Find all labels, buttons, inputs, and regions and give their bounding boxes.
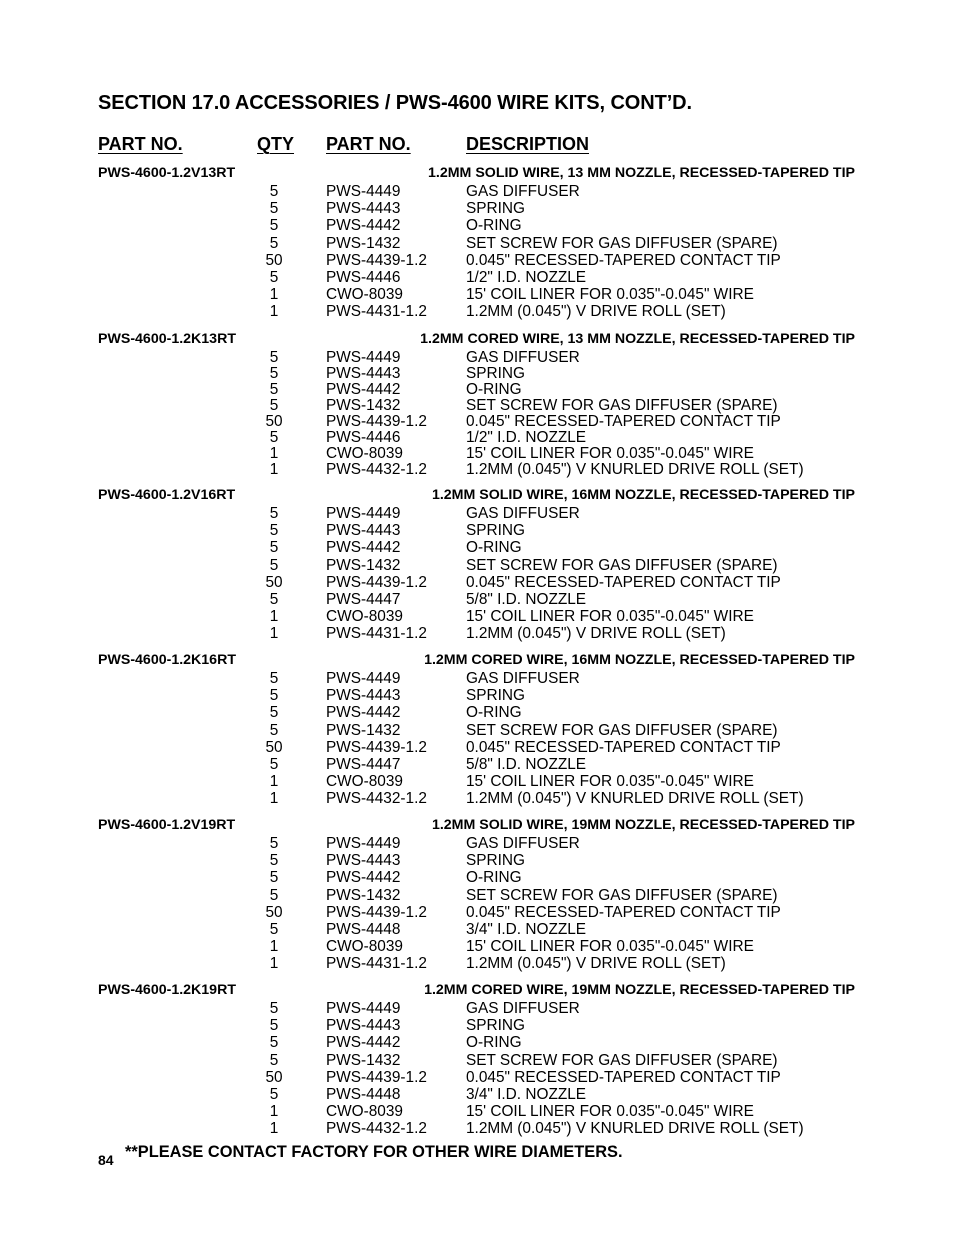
column-header-part-no-2: PART NO. <box>326 134 411 154</box>
item-description: 15' COIL LINER FOR 0.035"-0.045" WIRE <box>466 773 754 791</box>
item-description: O-RING <box>466 1034 522 1052</box>
item-description: 1.2MM (0.045") V KNURLED DRIVE ROLL (SET) <box>466 790 804 808</box>
table-row <box>0 429 954 446</box>
table-row <box>0 955 954 972</box>
table-row <box>0 200 954 217</box>
item-part-number: PWS-4431-1.2 <box>326 955 427 973</box>
item-qty: 5 <box>269 1051 279 1069</box>
item-part-number: PWS-4442 <box>326 869 401 887</box>
column-header-part-no: PART NO. <box>98 134 183 154</box>
kit-title: 1.2MM SOLID WIRE, 16MM NOZZLE, RECESSED-TAPERED TIP <box>431 487 855 503</box>
item-description: SPRING <box>466 687 526 705</box>
kit-header <box>0 165 954 183</box>
table-row <box>0 461 954 478</box>
item-qty: 5 <box>269 721 279 739</box>
kit-title: 1.2MM SOLID WIRE, 19MM NOZZLE, RECESSED-TAPERED TIP <box>431 817 855 833</box>
table-row <box>0 869 954 886</box>
kit-part-number: PWS-4600-1.2V16RT <box>98 487 236 503</box>
item-description: 3/4" I.D. NOZZLE <box>466 921 587 938</box>
table-row <box>0 413 954 430</box>
item-description: 0.045" RECESSED-TAPERED CONTACT TIP <box>466 251 781 269</box>
table-row <box>0 365 954 382</box>
item-part-number: PWS-4446 <box>326 429 401 446</box>
item-part-number: PWS-4446 <box>326 269 401 286</box>
item-part-number: PWS-4443 <box>326 365 401 382</box>
item-qty: 5 <box>269 539 279 557</box>
item-description: SET SCREW FOR GAS DIFFUSER (SPARE) <box>466 556 778 574</box>
item-part-number: PWS-4443 <box>326 200 401 218</box>
item-qty: 1 <box>269 461 279 478</box>
item-part-number: PWS-4432-1.2 <box>326 1120 427 1138</box>
table-row <box>0 574 954 591</box>
table-row <box>0 505 954 522</box>
item-description: 5/8" I.D. NOZZLE <box>466 756 587 773</box>
item-part-number: PWS-4439-1.2 <box>326 903 427 921</box>
item-part-number: PWS-1432 <box>326 234 401 252</box>
kit-part-number: PWS-4600-1.2K13RT <box>98 331 236 347</box>
table-row <box>0 445 954 462</box>
item-part-number: PWS-1432 <box>326 397 401 414</box>
item-qty: 5 <box>269 365 279 382</box>
table-row <box>0 887 954 904</box>
item-part-number: PWS-4431-1.2 <box>326 625 427 643</box>
table-row <box>0 852 954 869</box>
item-description: SPRING <box>466 365 526 382</box>
item-description: 1.2MM (0.045") V DRIVE ROLL (SET) <box>466 625 726 643</box>
item-part-number: PWS-4442 <box>326 217 401 235</box>
item-qty: 1 <box>269 773 279 791</box>
item-description: GAS DIFFUSER <box>466 670 580 687</box>
kit-header <box>0 487 954 505</box>
item-qty: 5 <box>269 756 279 773</box>
kit-part-number: PWS-4600-1.2K16RT <box>98 652 236 668</box>
item-part-number: PWS-4449 <box>326 835 401 852</box>
item-qty: 5 <box>269 921 279 938</box>
item-qty: 1 <box>269 1103 279 1121</box>
table-row <box>0 557 954 574</box>
item-part-number: PWS-1432 <box>326 1051 401 1069</box>
item-part-number: PWS-1432 <box>326 721 401 739</box>
table-row <box>0 522 954 539</box>
table-row <box>0 722 954 739</box>
item-description: SPRING <box>466 852 526 870</box>
item-qty: 1 <box>269 303 279 321</box>
item-qty: 5 <box>269 1086 279 1103</box>
item-description: 15' COIL LINER FOR 0.035"-0.045" WIRE <box>466 445 754 462</box>
item-part-number: PWS-4448 <box>326 1086 401 1103</box>
column-header-qty: QTY <box>257 134 295 154</box>
table-row <box>0 286 954 303</box>
item-part-number: PWS-4432-1.2 <box>326 790 427 808</box>
item-qty: 5 <box>269 234 279 252</box>
kit-title: 1.2MM CORED WIRE, 19MM NOZZLE, RECESSED-TAPERED TIP <box>424 982 855 998</box>
item-description: GAS DIFFUSER <box>466 835 580 852</box>
item-part-number: PWS-4449 <box>326 670 401 687</box>
item-qty: 5 <box>269 397 279 414</box>
item-part-number: CWO-8039 <box>326 773 403 791</box>
table-row <box>0 608 954 625</box>
table-row <box>0 397 954 414</box>
kit-title: 1.2MM CORED WIRE, 13 MM NOZZLE, RECESSED-TAPERED TIP <box>420 331 855 347</box>
table-row <box>0 269 954 286</box>
column-header-description: DESCRIPTION <box>466 134 590 154</box>
table-row <box>0 217 954 234</box>
item-description: SET SCREW FOR GAS DIFFUSER (SPARE) <box>466 721 778 739</box>
item-qty: 5 <box>269 1034 279 1052</box>
item-part-number: PWS-4448 <box>326 921 401 938</box>
item-description: GAS DIFFUSER <box>466 183 580 200</box>
item-qty: 5 <box>269 269 279 286</box>
table-row <box>0 1069 954 1086</box>
item-part-number: CWO-8039 <box>326 1103 403 1121</box>
item-description: 1.2MM (0.045") V DRIVE ROLL (SET) <box>466 303 726 321</box>
item-description: SPRING <box>466 522 526 540</box>
item-qty: 1 <box>269 790 279 808</box>
item-qty: 5 <box>269 1017 279 1035</box>
item-description: 1.2MM (0.045") V DRIVE ROLL (SET) <box>466 955 726 973</box>
item-part-number: PWS-4442 <box>326 381 401 398</box>
item-description: 15' COIL LINER FOR 0.035"-0.045" WIRE <box>466 286 754 304</box>
item-qty: 5 <box>269 200 279 218</box>
item-qty: 1 <box>269 955 279 973</box>
item-qty: 5 <box>269 591 279 608</box>
item-description: GAS DIFFUSER <box>466 505 580 522</box>
table-row <box>0 1052 954 1069</box>
item-description: 3/4" I.D. NOZZLE <box>466 1086 587 1103</box>
table-row <box>0 1086 954 1103</box>
item-part-number: PWS-4443 <box>326 1017 401 1035</box>
table-row <box>0 252 954 269</box>
item-description: O-RING <box>466 869 522 887</box>
item-qty: 5 <box>269 704 279 722</box>
kit-header <box>0 331 954 349</box>
item-qty: 50 <box>265 573 283 591</box>
table-row <box>0 670 954 687</box>
item-description: O-RING <box>466 539 522 557</box>
item-description: GAS DIFFUSER <box>466 349 580 366</box>
item-qty: 5 <box>269 505 279 522</box>
item-description: GAS DIFFUSER <box>466 1000 580 1017</box>
kit-header <box>0 652 954 670</box>
item-part-number: PWS-4449 <box>326 505 401 522</box>
item-description: 15' COIL LINER FOR 0.035"-0.045" WIRE <box>466 608 754 626</box>
item-part-number: PWS-4439-1.2 <box>326 413 427 430</box>
table-row <box>0 381 954 398</box>
item-description: 1/2" I.D. NOZZLE <box>466 269 587 286</box>
item-qty: 1 <box>269 625 279 643</box>
item-part-number: PWS-4439-1.2 <box>326 573 427 591</box>
item-description: SET SCREW FOR GAS DIFFUSER (SPARE) <box>466 397 778 414</box>
kit-header <box>0 982 954 1000</box>
table-row <box>0 591 954 608</box>
item-part-number: PWS-4442 <box>326 539 401 557</box>
table-row <box>0 704 954 721</box>
item-description: O-RING <box>466 217 522 235</box>
item-part-number: PWS-4447 <box>326 756 401 773</box>
item-description: 15' COIL LINER FOR 0.035"-0.045" WIRE <box>466 938 754 956</box>
item-qty: 1 <box>269 286 279 304</box>
item-part-number: PWS-4447 <box>326 591 401 608</box>
item-part-number: CWO-8039 <box>326 445 403 462</box>
table-row <box>0 739 954 756</box>
table-row <box>0 235 954 252</box>
item-qty: 50 <box>265 251 283 269</box>
item-qty: 5 <box>269 670 279 687</box>
table-row <box>0 303 954 320</box>
item-part-number: PWS-1432 <box>326 886 401 904</box>
kit-part-number: PWS-4600-1.2V19RT <box>98 817 236 833</box>
item-qty: 5 <box>269 556 279 574</box>
item-qty: 5 <box>269 1000 279 1017</box>
table-row <box>0 687 954 704</box>
item-part-number: PWS-4443 <box>326 522 401 540</box>
item-part-number: CWO-8039 <box>326 938 403 956</box>
item-qty: 5 <box>269 687 279 705</box>
table-row <box>0 625 954 642</box>
item-part-number: PWS-4443 <box>326 687 401 705</box>
table-row <box>0 904 954 921</box>
item-part-number: PWS-4449 <box>326 1000 401 1017</box>
item-part-number: PWS-4431-1.2 <box>326 303 427 321</box>
table-row <box>0 1034 954 1051</box>
item-qty: 1 <box>269 938 279 956</box>
table-row <box>0 539 954 556</box>
item-qty: 1 <box>269 608 279 626</box>
table-row <box>0 1000 954 1017</box>
item-description: 1.2MM (0.045") V KNURLED DRIVE ROLL (SET) <box>466 461 804 478</box>
item-qty: 5 <box>269 852 279 870</box>
item-qty: 5 <box>269 381 279 398</box>
item-part-number: PWS-4443 <box>326 852 401 870</box>
table-row <box>0 790 954 807</box>
item-qty: 5 <box>269 886 279 904</box>
table-row <box>0 773 954 790</box>
kit-part-number: PWS-4600-1.2V13RT <box>98 165 236 181</box>
item-qty: 1 <box>269 445 279 462</box>
item-description: SPRING <box>466 200 526 218</box>
item-part-number: PWS-4449 <box>326 183 401 200</box>
item-description: O-RING <box>466 381 522 398</box>
item-description: O-RING <box>466 704 522 722</box>
table-row <box>0 921 954 938</box>
item-description: 1.2MM (0.045") V KNURLED DRIVE ROLL (SET) <box>466 1120 804 1138</box>
table-row <box>0 1017 954 1034</box>
table-row <box>0 1120 954 1137</box>
item-part-number: PWS-4432-1.2 <box>326 461 427 478</box>
item-qty: 50 <box>265 738 283 756</box>
item-description: 15' COIL LINER FOR 0.035"-0.045" WIRE <box>466 1103 754 1121</box>
item-description: 0.045" RECESSED-TAPERED CONTACT TIP <box>466 903 781 921</box>
item-part-number: PWS-1432 <box>326 556 401 574</box>
kit-header <box>0 817 954 835</box>
table-row <box>0 183 954 200</box>
item-part-number: PWS-4442 <box>326 1034 401 1052</box>
page-number: 84 <box>98 1152 114 1168</box>
item-part-number: PWS-4449 <box>326 349 401 366</box>
kit-title: 1.2MM CORED WIRE, 16MM NOZZLE, RECESSED-TAPERED TIP <box>424 652 855 668</box>
item-part-number: CWO-8039 <box>326 286 403 304</box>
item-qty: 5 <box>269 869 279 887</box>
item-description: SPRING <box>466 1017 526 1035</box>
kit-part-number: PWS-4600-1.2K19RT <box>98 982 236 998</box>
table-row <box>0 756 954 773</box>
item-description: 0.045" RECESSED-TAPERED CONTACT TIP <box>466 413 781 430</box>
item-qty: 5 <box>269 522 279 540</box>
item-part-number: PWS-4439-1.2 <box>326 251 427 269</box>
item-description: 0.045" RECESSED-TAPERED CONTACT TIP <box>466 1068 781 1086</box>
item-part-number: PWS-4439-1.2 <box>326 738 427 756</box>
item-qty: 50 <box>265 903 283 921</box>
item-qty: 5 <box>269 349 279 366</box>
item-description: 1/2" I.D. NOZZLE <box>466 429 587 446</box>
item-part-number: PWS-4439-1.2 <box>326 1068 427 1086</box>
item-description: SET SCREW FOR GAS DIFFUSER (SPARE) <box>466 886 778 904</box>
item-qty: 5 <box>269 183 279 200</box>
table-row <box>0 349 954 366</box>
table-row <box>0 1103 954 1120</box>
item-part-number: PWS-4442 <box>326 704 401 722</box>
item-part-number: CWO-8039 <box>326 608 403 626</box>
item-qty: 5 <box>269 217 279 235</box>
item-qty: 50 <box>265 413 283 430</box>
footer-note: **PLEASE CONTACT FACTORY FOR OTHER WIRE DIAMETERS. <box>125 1143 623 1161</box>
item-qty: 5 <box>269 835 279 852</box>
item-qty: 50 <box>265 1068 283 1086</box>
table-row <box>0 938 954 955</box>
item-description: SET SCREW FOR GAS DIFFUSER (SPARE) <box>466 234 778 252</box>
item-description: 0.045" RECESSED-TAPERED CONTACT TIP <box>466 573 781 591</box>
item-description: SET SCREW FOR GAS DIFFUSER (SPARE) <box>466 1051 778 1069</box>
item-qty: 1 <box>269 1120 279 1138</box>
item-qty: 5 <box>269 429 279 446</box>
page-title: SECTION 17.0 ACCESSORIES / PWS-4600 WIRE KITS, CONT’D. <box>98 92 692 114</box>
item-description: 0.045" RECESSED-TAPERED CONTACT TIP <box>466 738 781 756</box>
table-row <box>0 835 954 852</box>
kit-title: 1.2MM SOLID WIRE, 13 MM NOZZLE, RECESSED-TAPERED TIP <box>428 165 855 181</box>
item-description: 5/8" I.D. NOZZLE <box>466 591 587 608</box>
